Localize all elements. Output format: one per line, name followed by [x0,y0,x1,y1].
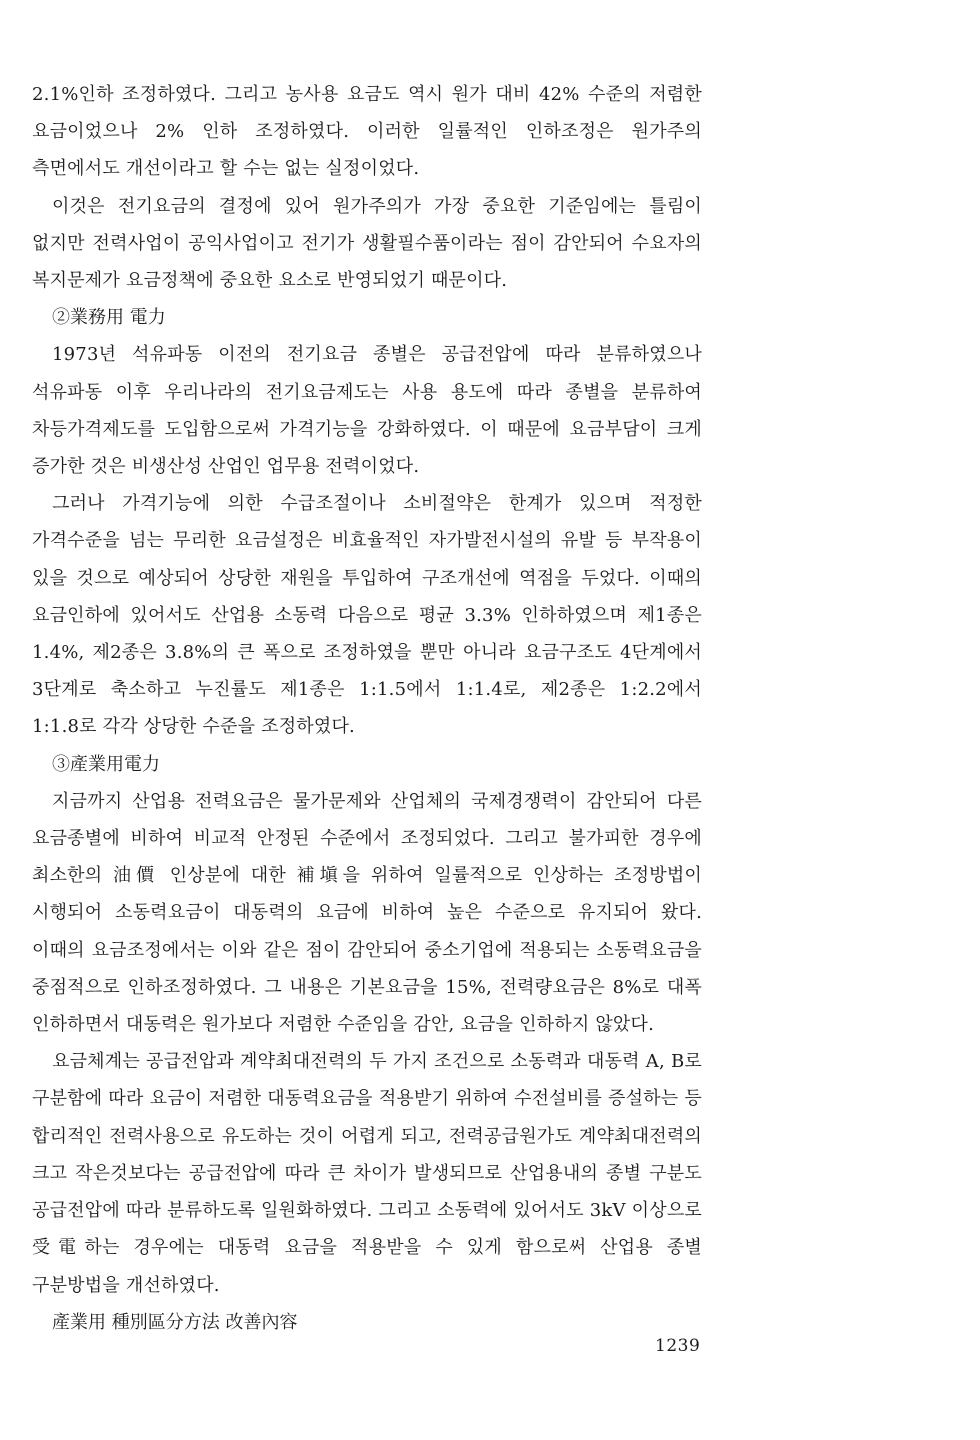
paragraph-industrial-rates: 지금까지 산업용 전력요금은 물가문제와 산업체의 국제경쟁력이 감안되어 다른 요금종별에 비하여 비교적 안정된 수준에서 조정되었다. 그리고 불가피한 경우에 최소한의 油價 인상분에 대한 補塡을 위하여 일률적으로 인상하는 조정방법이 시행되어 소동력요금이 대동력의 요금에 비하여 높은 수준으로 유지되어 왔다. 이때의 요금조정에서는 이와 같은 점이 감안되어 중소기업에 적용되는 소동력요금을 중점적으로 인하조정하였다. 그 내용은 기본요금을 15%, 전력량요금은 8%로 대폭 인하하면서 대동력은 원가보다 저렴한 수준임을 감안, 요금을 인하하지 않았다. [32,790,702,1036]
paragraph-price-function: 그러나 가격기능에 의한 수급조절이나 소비절약은 한계가 있으며 적정한 가격수준을 넘는 무리한 요금설정은 비효율적인 자가발전시설의 유발 등 부작용이 있을 것으로 예상되어 상당한 재원을 투입하여 구조개선에 역점을 두었다. 이때의 요금인하에 있어서도 산업용 소동력 다음으로 평균 3.3% 인하하였으며 제1종은 1.4%, 제2종은 3.8%의 큰 폭으로 조정하였을 뿐만 아니라 요금구조도 4단계에서 3단계로 축소하고 누진률도 제1종은 1:1.5에서 1:1.4로, 제2종은 1:2.2에서 1:1.8로 각각 상당한 수준을 조정하였다. [32,493,702,738]
section-heading-classification: 產業用 種別區分方法 改善內容 [52,1311,298,1333]
page-number: 1239 [655,1336,701,1356]
paragraph-rate-system: 요금체계는 공급전압과 계약최대전력의 두 가지 조건으로 소동력과 대동력 A, B로 구분함에 따라 요금이 저렴한 대동력요금을 적용받기 위하여 수전설비를 증설하는 등 합리적인 전력사용으로 유도하는 것이 어렵게 되고, 전력공급원가도 계약최대전력의 크고 작은것보다는 공급전압에 따라 큰 차이가 발생되므로 산업용내의 종별 구분도 공급전압에 따라 분류하도록 일원화하였다. 그리고 소동력에 있어서도 3kV 이상으로 受電하는 경우에는 대동력 요금을 적용받을 수 있게 함으로써 산업용 종별 구분방법을 개선하였다. [32,1051,702,1296]
paragraph-oil-crisis: 1973년 석유파동 이전의 전기요금 종별은 공급전압에 따라 분류하였으나 석유파동 이후 우리나라의 전기요금제도는 사용 용도에 따라 종별을 분류하여 차등가격제도를 도입함으로써 가격기능을 강화하였다. 이 때문에 요금부담이 크게 증가한 것은 비생산성 산업인 업무용 전력이었다. [32,344,702,478]
document-body [32,76,702,1341]
paragraph-cost-principle: 이것은 전기요금의 결정에 있어 원가주의가 가장 중요한 기준임에는 틀림이 없지만 전력사업이 공익사업이고 전기가 생활필수품이라는 점이 감안되어 수요자의 복지문제가 요금정책에 중요한 요소로 반영되었기 때문이다. [32,195,702,292]
section-heading-business: ②業務用 電力 [52,307,166,329]
section-heading-industrial: ③產業用電力 [52,753,160,775]
paragraph-continued: 2.1%인하 조정하였다. 그리고 농사용 요금도 역시 원가 대비 42% 수준의 저렴한 요금이었으나 2% 인하 조정하였다. 이러한 일률적인 인하조정은 원가주의 측면에서도 개선이라고 할 수는 없는 실정이었다. [32,84,702,180]
